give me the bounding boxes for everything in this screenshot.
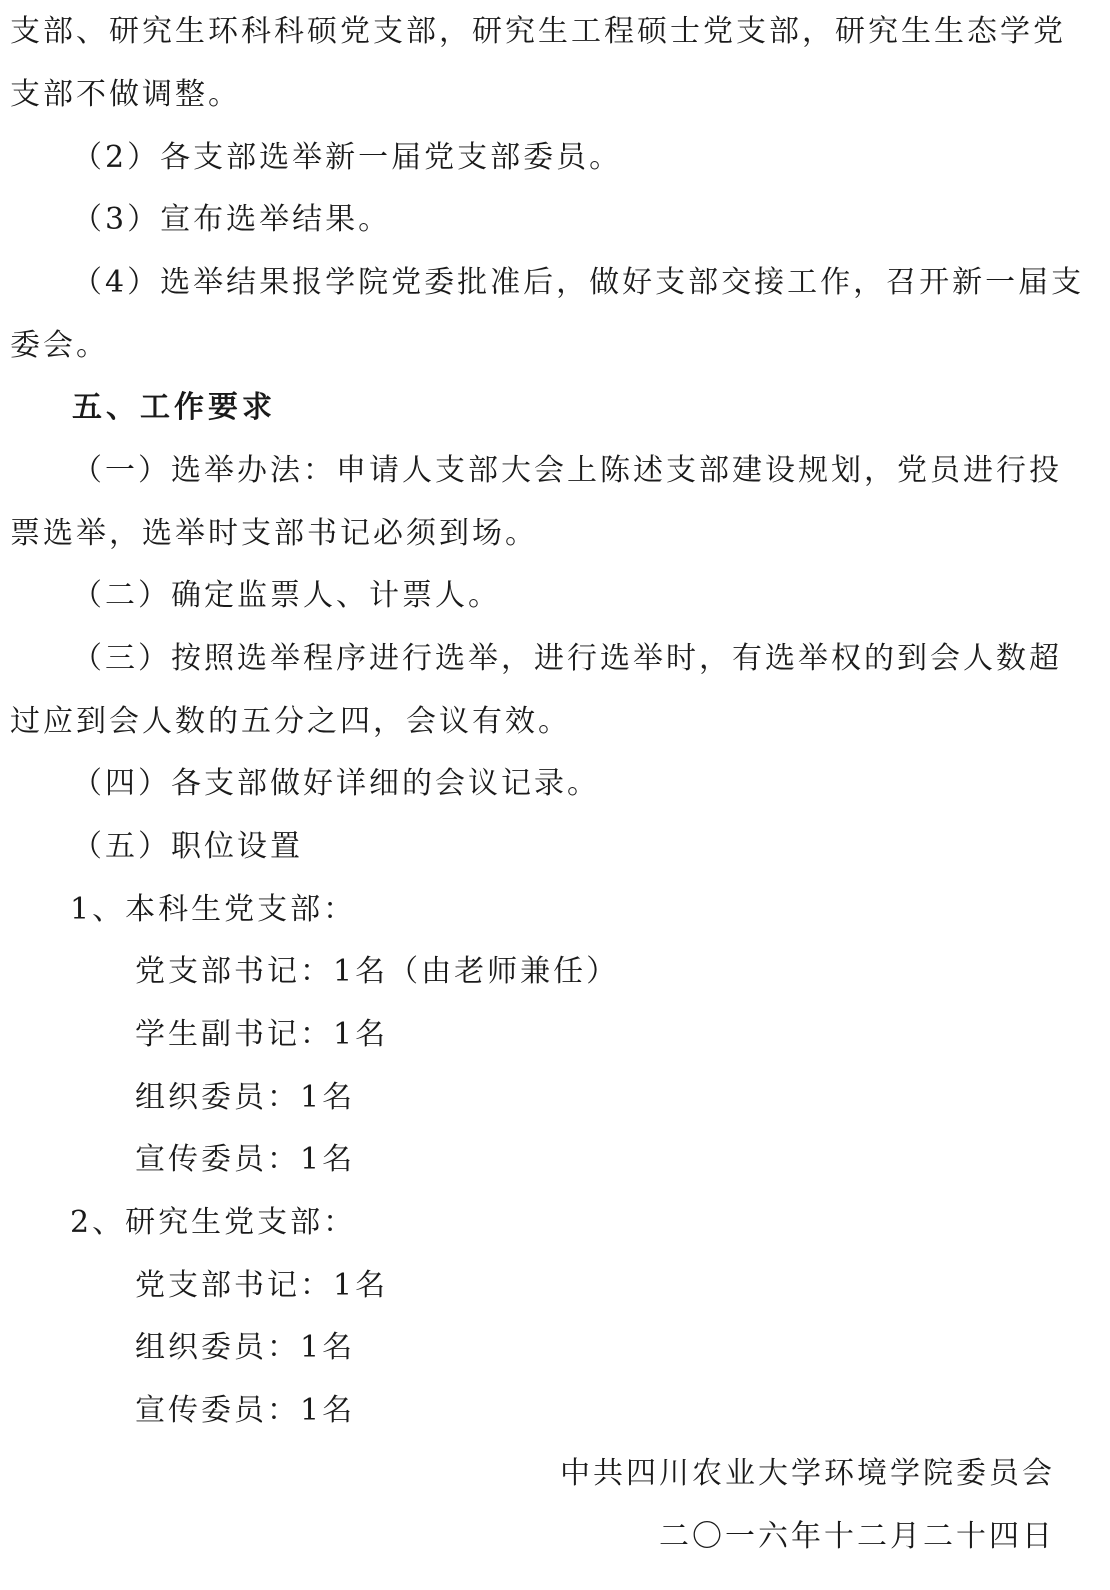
paragraph-line: 过应到会人数的五分之四，会议有效。 (10, 704, 571, 739)
paragraph-line: 支部、研究生环科科硕党支部，研究生工程硕士党支部，研究生生态学党 (10, 14, 1066, 49)
section-heading: 五、工作要求 (72, 390, 276, 425)
list-item: （三）按照选举程序进行选举，进行选举时，有选举权的到会人数超 (72, 641, 1062, 676)
list-item: （四）各支部做好详细的会议记录。 (72, 766, 600, 801)
position-item: 宣传委员：1名 (135, 1393, 356, 1428)
signature-date: 二〇一六年十二月二十四日 (659, 1519, 1055, 1554)
position-item: 党支部书记：1名（由老师兼任） (135, 954, 620, 989)
subsection-heading: 1、本科生党支部： (70, 892, 357, 927)
position-item: 组织委员：1名 (135, 1330, 356, 1365)
list-item: （2）各支部选举新一届党支部委员。 (72, 140, 623, 175)
signature-organization: 中共四川农业大学环境学院委员会 (560, 1456, 1055, 1491)
position-item: 宣传委员：1名 (135, 1142, 356, 1177)
list-item: （二）确定监票人、计票人。 (72, 578, 501, 613)
list-item: （4）选举结果报学院党委批准后，做好支部交接工作，召开新一届支 (72, 265, 1085, 300)
paragraph-line: 票选举，选举时支部书记必须到场。 (10, 516, 538, 551)
position-item: 组织委员：1名 (135, 1080, 356, 1115)
paragraph-line: 委会。 (10, 328, 109, 363)
list-item: （3）宣布选举结果。 (72, 202, 392, 237)
subsection-heading: 2、研究生党支部： (70, 1205, 357, 1240)
list-item: （五）职位设置 (72, 829, 303, 864)
list-item: （一）选举办法：申请人支部大会上陈述支部建设规划，党员进行投 (72, 453, 1062, 488)
position-item: 党支部书记：1名 (135, 1268, 389, 1303)
paragraph-line: 支部不做调整。 (10, 77, 241, 112)
position-item: 学生副书记：1名 (135, 1017, 389, 1052)
